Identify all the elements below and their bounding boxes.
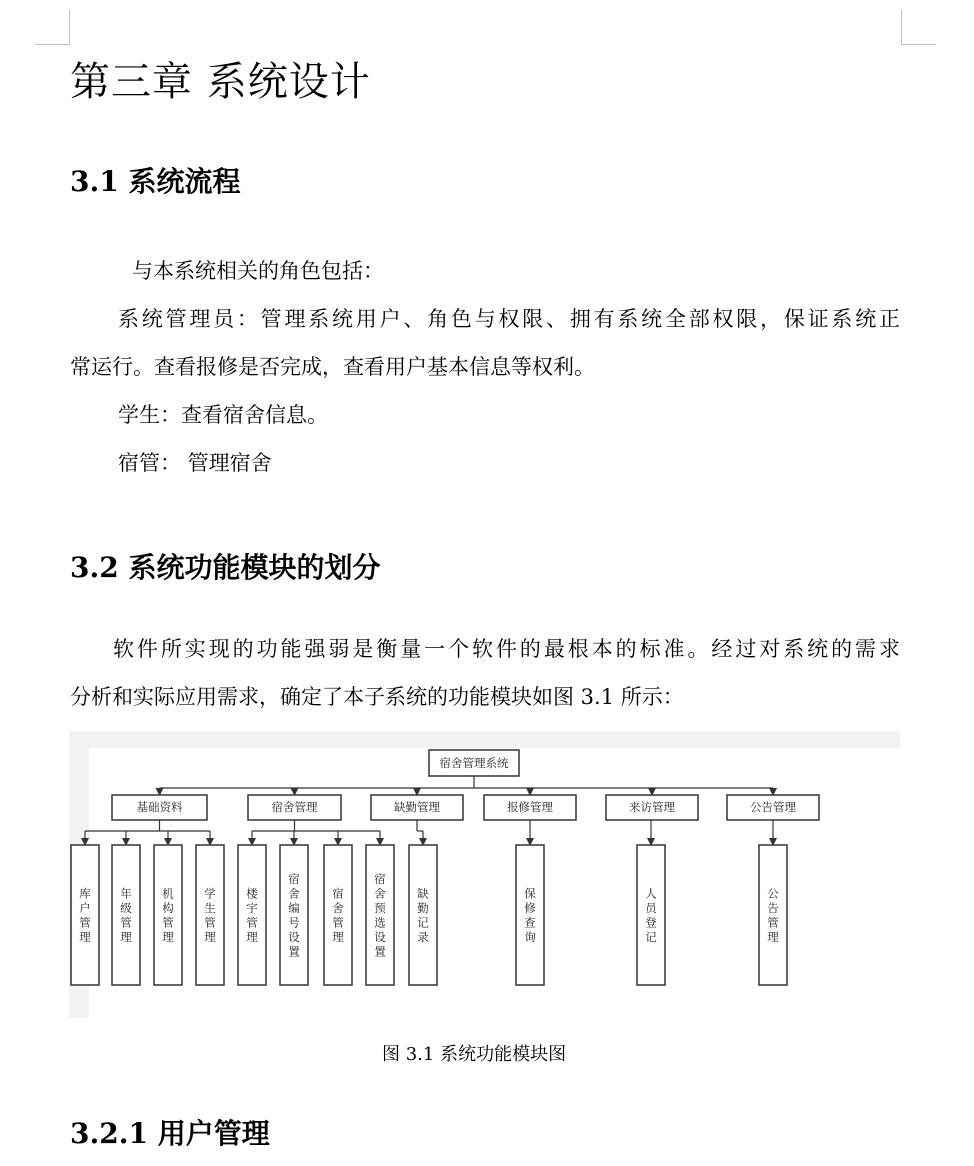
function-module-diagram xyxy=(69,731,900,1018)
diagram-module-label-3-1: 缺勤记录 xyxy=(417,886,429,944)
diagram-group-label-6: 公告管理 xyxy=(750,800,796,814)
roles-intro-paragraph: 与本系统相关的角色包括： xyxy=(132,259,384,283)
page-corner-mark-top-left xyxy=(35,10,70,45)
dorm-keeper-role-line: 宿管： 管理宿舍 xyxy=(118,451,272,475)
subsection-heading-user-management: 3.2.1 用户管理 xyxy=(70,1117,270,1150)
student-role-line: 学生：查看宿舍信息。 xyxy=(118,403,328,427)
diagram-module-label-1-2: 年级管理 xyxy=(120,886,132,944)
admin-role-line-1: 系统管理员：管理系统用户、角色与权限、拥有系统全部权限，保证系统正 xyxy=(118,307,900,331)
diagram-root-label: 宿舍管理系统 xyxy=(439,756,509,770)
diagram-module-label-2-1: 楼宇管理 xyxy=(246,886,258,944)
diagram-module-label-1-4: 学生管理 xyxy=(204,886,216,944)
diagram-group-label-3: 缺勤管理 xyxy=(394,800,440,814)
admin-role-line-2: 常运行。查看报修是否完成，查看用户基本信息等权利。 xyxy=(70,355,595,379)
diagram-group-label-2: 宿舍管理 xyxy=(271,800,318,814)
diagram-group-label-5: 来访管理 xyxy=(629,800,675,814)
diagram-module-label-6-1: 公告管理 xyxy=(767,886,779,944)
diagram-module-label-2-2: 宿舍编号设置 xyxy=(288,871,300,959)
section-heading-system-flow: 3.1 系统流程 xyxy=(70,165,241,198)
diagram-module-label-2-4: 宿舍预选设置 xyxy=(374,871,386,959)
diagram-module-label-2-3: 宿舍管理 xyxy=(332,886,344,944)
diagram-svg xyxy=(69,731,900,1018)
diagram-module-label-1-1: 库户管理 xyxy=(79,886,91,944)
diagram-module-label-4-1: 保修查询 xyxy=(524,886,536,944)
diagram-module-label-1-3: 机构管理 xyxy=(162,886,174,944)
chapter-title: 第三章 系统设计 xyxy=(70,59,371,105)
section-heading-function-modules: 3.2 系统功能模块的划分 xyxy=(70,551,381,584)
diagram-module-label-5-1: 人员登记 xyxy=(645,886,657,944)
modules-intro-line-2: 分析和实际应用需求，确定了本子系统的功能模块如图 3.1 所示： xyxy=(70,685,684,709)
diagram-group-label-1: 基础资料 xyxy=(136,800,183,814)
modules-intro-line-1: 软件所实现的功能强弱是衡量一个软件的最根本的标准。经过对系统的需求 xyxy=(113,637,900,661)
page-corner-mark-top-right xyxy=(901,10,936,45)
figure-caption: 图 3.1 系统功能模块图 xyxy=(382,1044,567,1065)
diagram-group-label-4: 报修管理 xyxy=(507,800,553,814)
